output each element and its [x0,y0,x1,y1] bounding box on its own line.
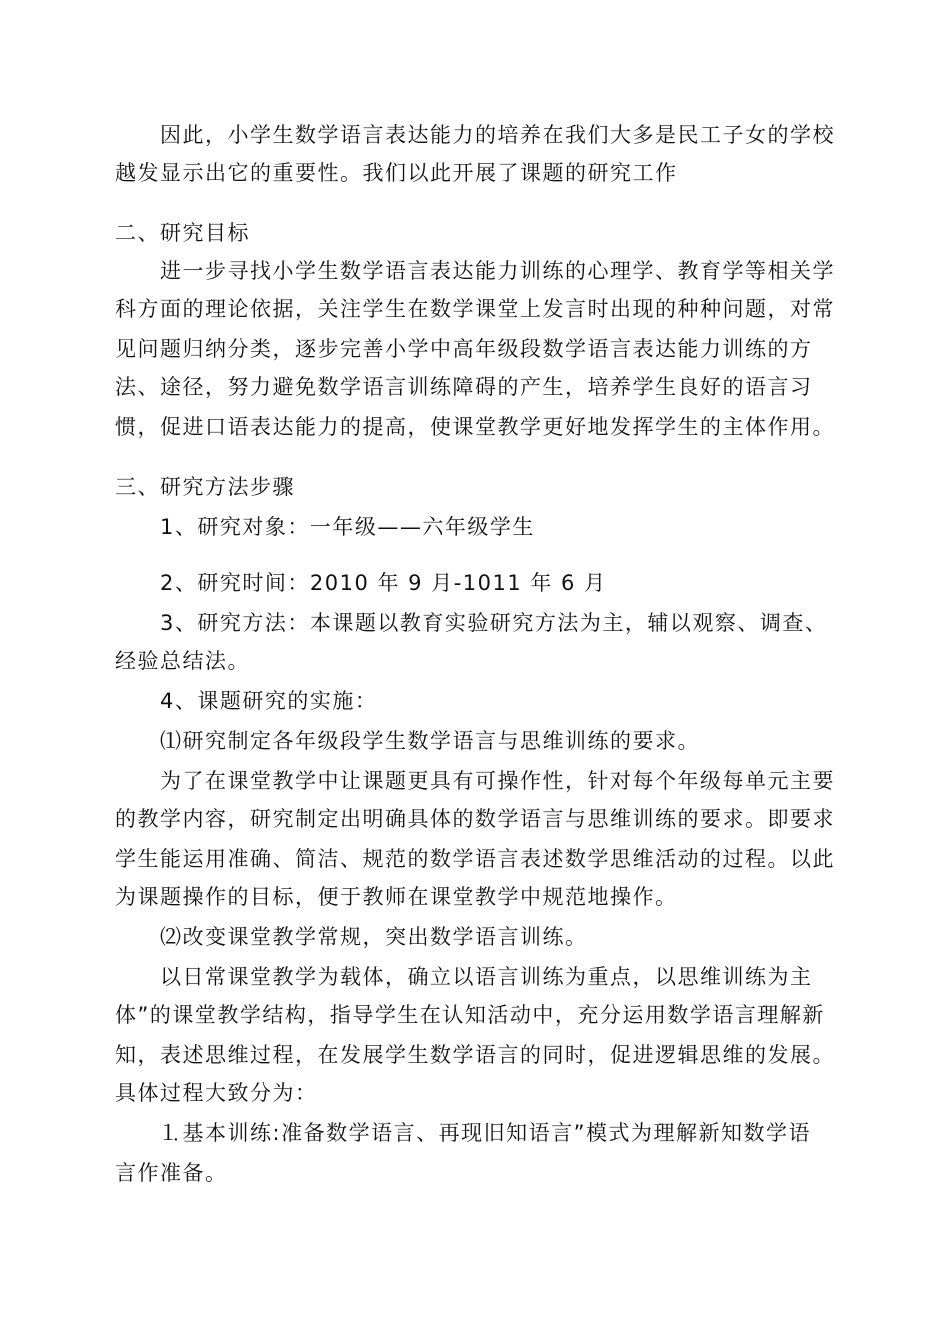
method-item-4: 4、课题研究的实施： [160,689,378,713]
paragraph-line-13: 体”的课堂教学结构，指导学生在认知活动中，充分运用数学语言理解新 [115,1003,825,1027]
paragraph-line-15: 具体过程大致分为： [115,1081,318,1105]
section-heading-2: 二、研究目标 [115,221,250,245]
subsection-1: ⑴研究制定各年级段学生数学语言与思维训练的要求。 [160,729,700,753]
section-heading-3: 三、研究方法步骤 [115,475,295,499]
paragraph-line-6: 法、途径，努力避免数学语言训练障碍的产生，培养学生良好的语言习 [115,375,813,399]
paragraph-line-7: 惯，促进口语表达能力的提高，使课堂教学更好地发挥学生的主体作用。 [115,415,835,439]
subsection-2: ⑵改变课堂教学常规，突出数学语言训练。 [160,925,588,949]
paragraph-line-1: 因此，小学生数学语言表达能力的培养在我们大多是民工子女的学校 [160,123,835,147]
step-item-1: ⒈基本训练:准备数学语言、再现旧知语言”模式为理解新知数学语 [160,1121,811,1145]
step-item-1-cont: 言作准备。 [115,1161,228,1185]
method-item-2: 2、研究时间：2010 年 9 月-1011 年 6 月 [160,571,607,595]
method-item-3-cont: 经验总结法。 [115,649,250,673]
paragraph-line-2: 越发显示出它的重要性。我们以此开展了课题的研究工作 [115,161,678,185]
paragraph-line-4: 科方面的理论依据，关注学生在数学课堂上发言时出现的种种问题，对常 [115,297,835,321]
method-item-1: 1、研究对象：一年级——六年级学生 [160,515,535,539]
paragraph-line-8: 为了在课堂教学中让课题更具有可操作性，针对每个年级每单元主要 [160,769,835,793]
paragraph-line-5: 见问题归纳分类，逐步完善小学中高年级段数学语言表达能力训练的方 [115,337,813,361]
paragraph-line-12: 以日常课堂教学为载体，确立以语言训练为重点，以思维训练为主 [160,965,813,989]
paragraph-line-14: 知，表述思维过程，在发展学生数学语言的同时，促进逻辑思维的发展。 [115,1043,835,1067]
paragraph-line-11: 为课题操作的目标，便于教师在课堂教学中规范地操作。 [115,885,678,909]
paragraph-line-3: 进一步寻找小学生数学语言表达能力训练的心理学、教育学等相关学 [160,259,835,283]
paragraph-line-10: 学生能运用准确、简洁、规范的数学语言表述数学思维活动的过程。以此 [115,847,835,871]
method-item-3: 3、研究方法：本课题以教育实验研究方法为主，辅以观察、调查、 [160,611,828,635]
paragraph-line-9: 的教学内容，研究制定出明确具体的数学语言与思维训练的要求。即要求 [115,807,835,831]
